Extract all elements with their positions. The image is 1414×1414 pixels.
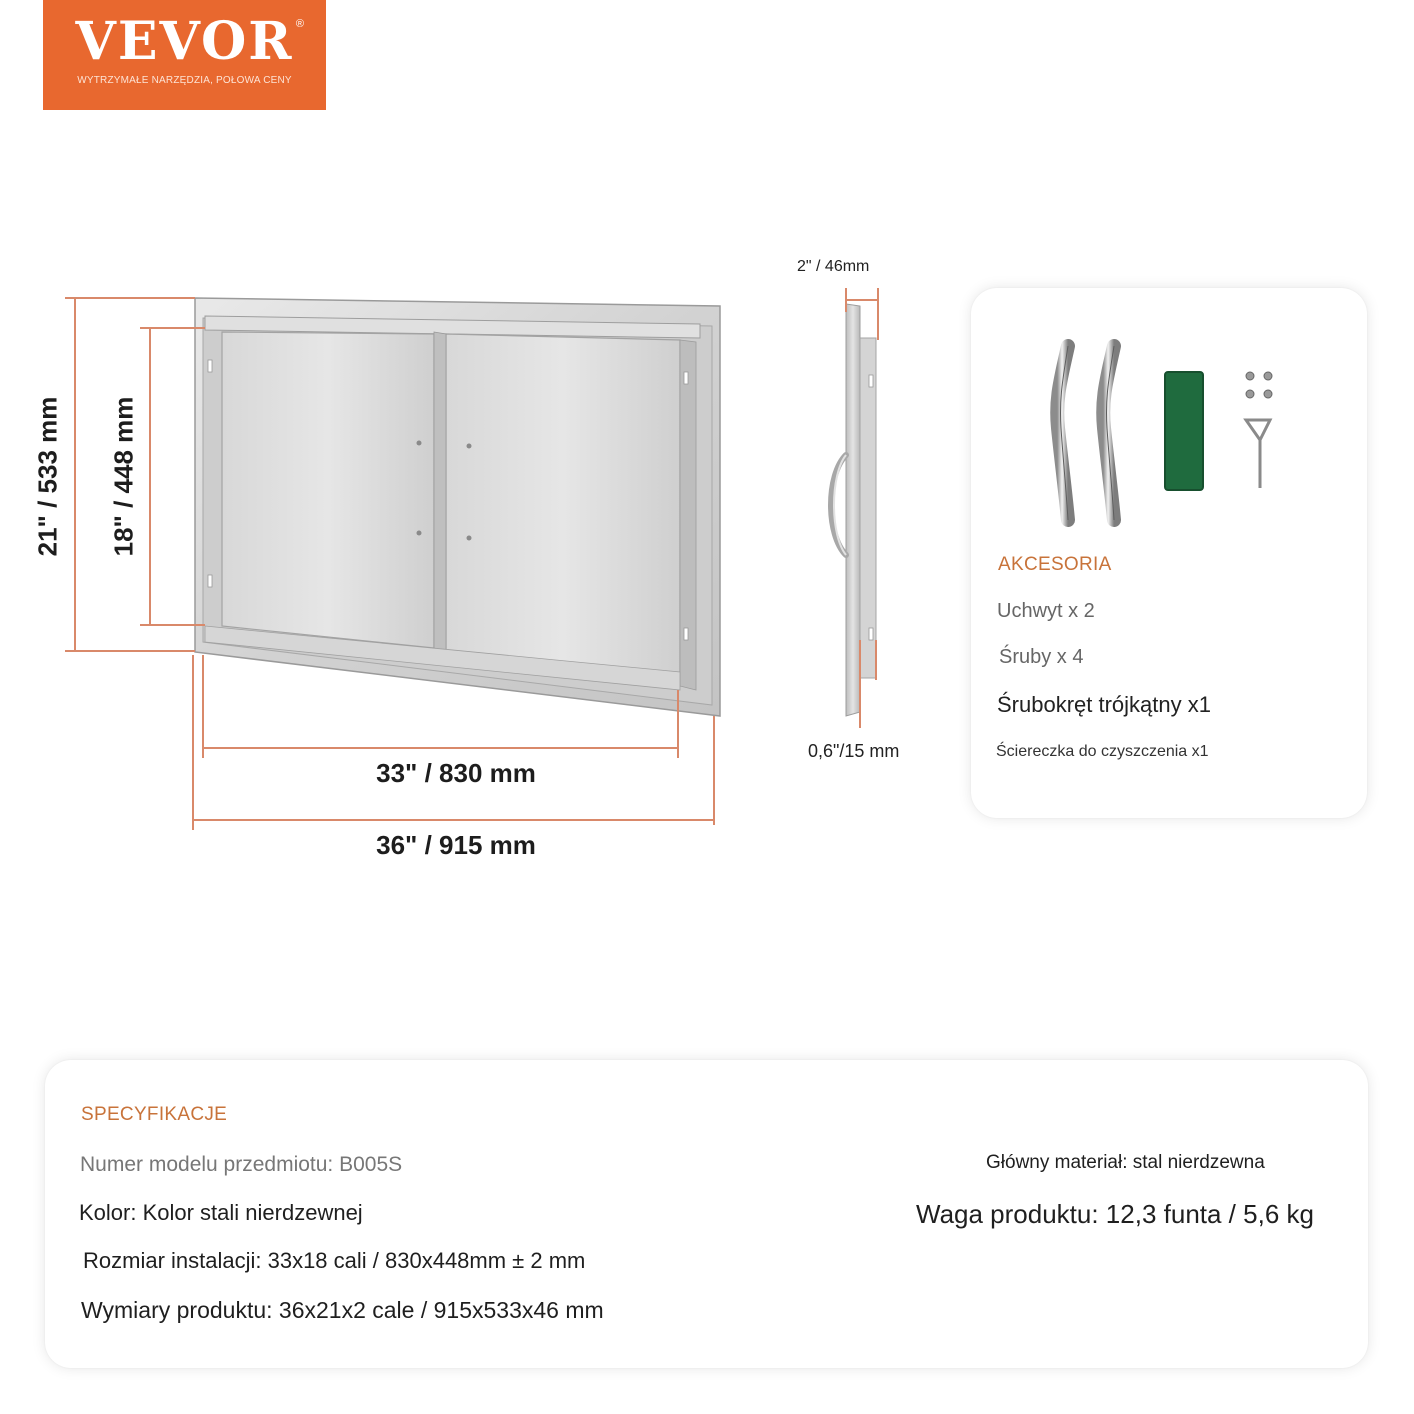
handle-icon bbox=[1057, 346, 1068, 520]
handle-icon bbox=[1103, 346, 1114, 520]
inner-height-label: 18" / 448 mm bbox=[108, 396, 139, 557]
outer-width-label: 36" / 915 mm bbox=[376, 830, 536, 860]
right-door-panel bbox=[446, 334, 680, 686]
spec-model-number: Numer modelu przedmiotu: B005S bbox=[80, 1153, 403, 1176]
inner-width-label: 33" / 830 mm bbox=[376, 758, 536, 788]
specifications-card bbox=[45, 1060, 1368, 1368]
logo-wordmark: VEVOR bbox=[75, 11, 294, 72]
spec-product-dimensions: Wymiary produktu: 36x21x2 cale / 915x533x46 mm bbox=[81, 1297, 604, 1323]
registered-mark: ® bbox=[295, 18, 304, 30]
side-view-drawing bbox=[831, 304, 876, 716]
specifications-title: SPECYFIKACJE bbox=[81, 1104, 228, 1125]
left-door-panel bbox=[222, 332, 434, 648]
flange-label: 0,6"/15 mm bbox=[808, 741, 900, 761]
screws-icon bbox=[1246, 372, 1272, 398]
triangle-screwdriver-icon bbox=[1246, 420, 1270, 488]
accessory-item: Uchwyt x 2 bbox=[997, 600, 1095, 622]
spec-main-material: Główny materiał: stal nierdzewna bbox=[986, 1152, 1265, 1173]
spec-install-size: Rozmiar instalacji: 33x18 cali / 830x448mm ± 2 mm bbox=[83, 1248, 586, 1273]
outer-height-label: 21" / 533 mm bbox=[32, 396, 63, 557]
spec-color: Kolor: Kolor stali nierdzewnej bbox=[79, 1200, 363, 1225]
accessories-title: AKCESORIA bbox=[998, 554, 1112, 575]
accessories-card bbox=[971, 288, 1367, 818]
accessory-item: Śruby x 4 bbox=[999, 646, 1084, 668]
depth-label: 2" / 46mm bbox=[797, 258, 870, 275]
accessory-item: Ściereczka do czyszczenia x1 bbox=[996, 743, 1209, 760]
logo-tagline: WYTRZYMAŁE NARZĘDZIA, POŁOWA CENY bbox=[77, 75, 292, 86]
accessory-item: Śrubokręt trójkątny x1 bbox=[997, 692, 1211, 717]
spec-product-weight: Waga produktu: 12,3 funta / 5,6 kg bbox=[916, 1199, 1314, 1229]
accessories-illustration bbox=[971, 288, 1367, 538]
cleaning-pad-icon bbox=[1165, 372, 1203, 490]
